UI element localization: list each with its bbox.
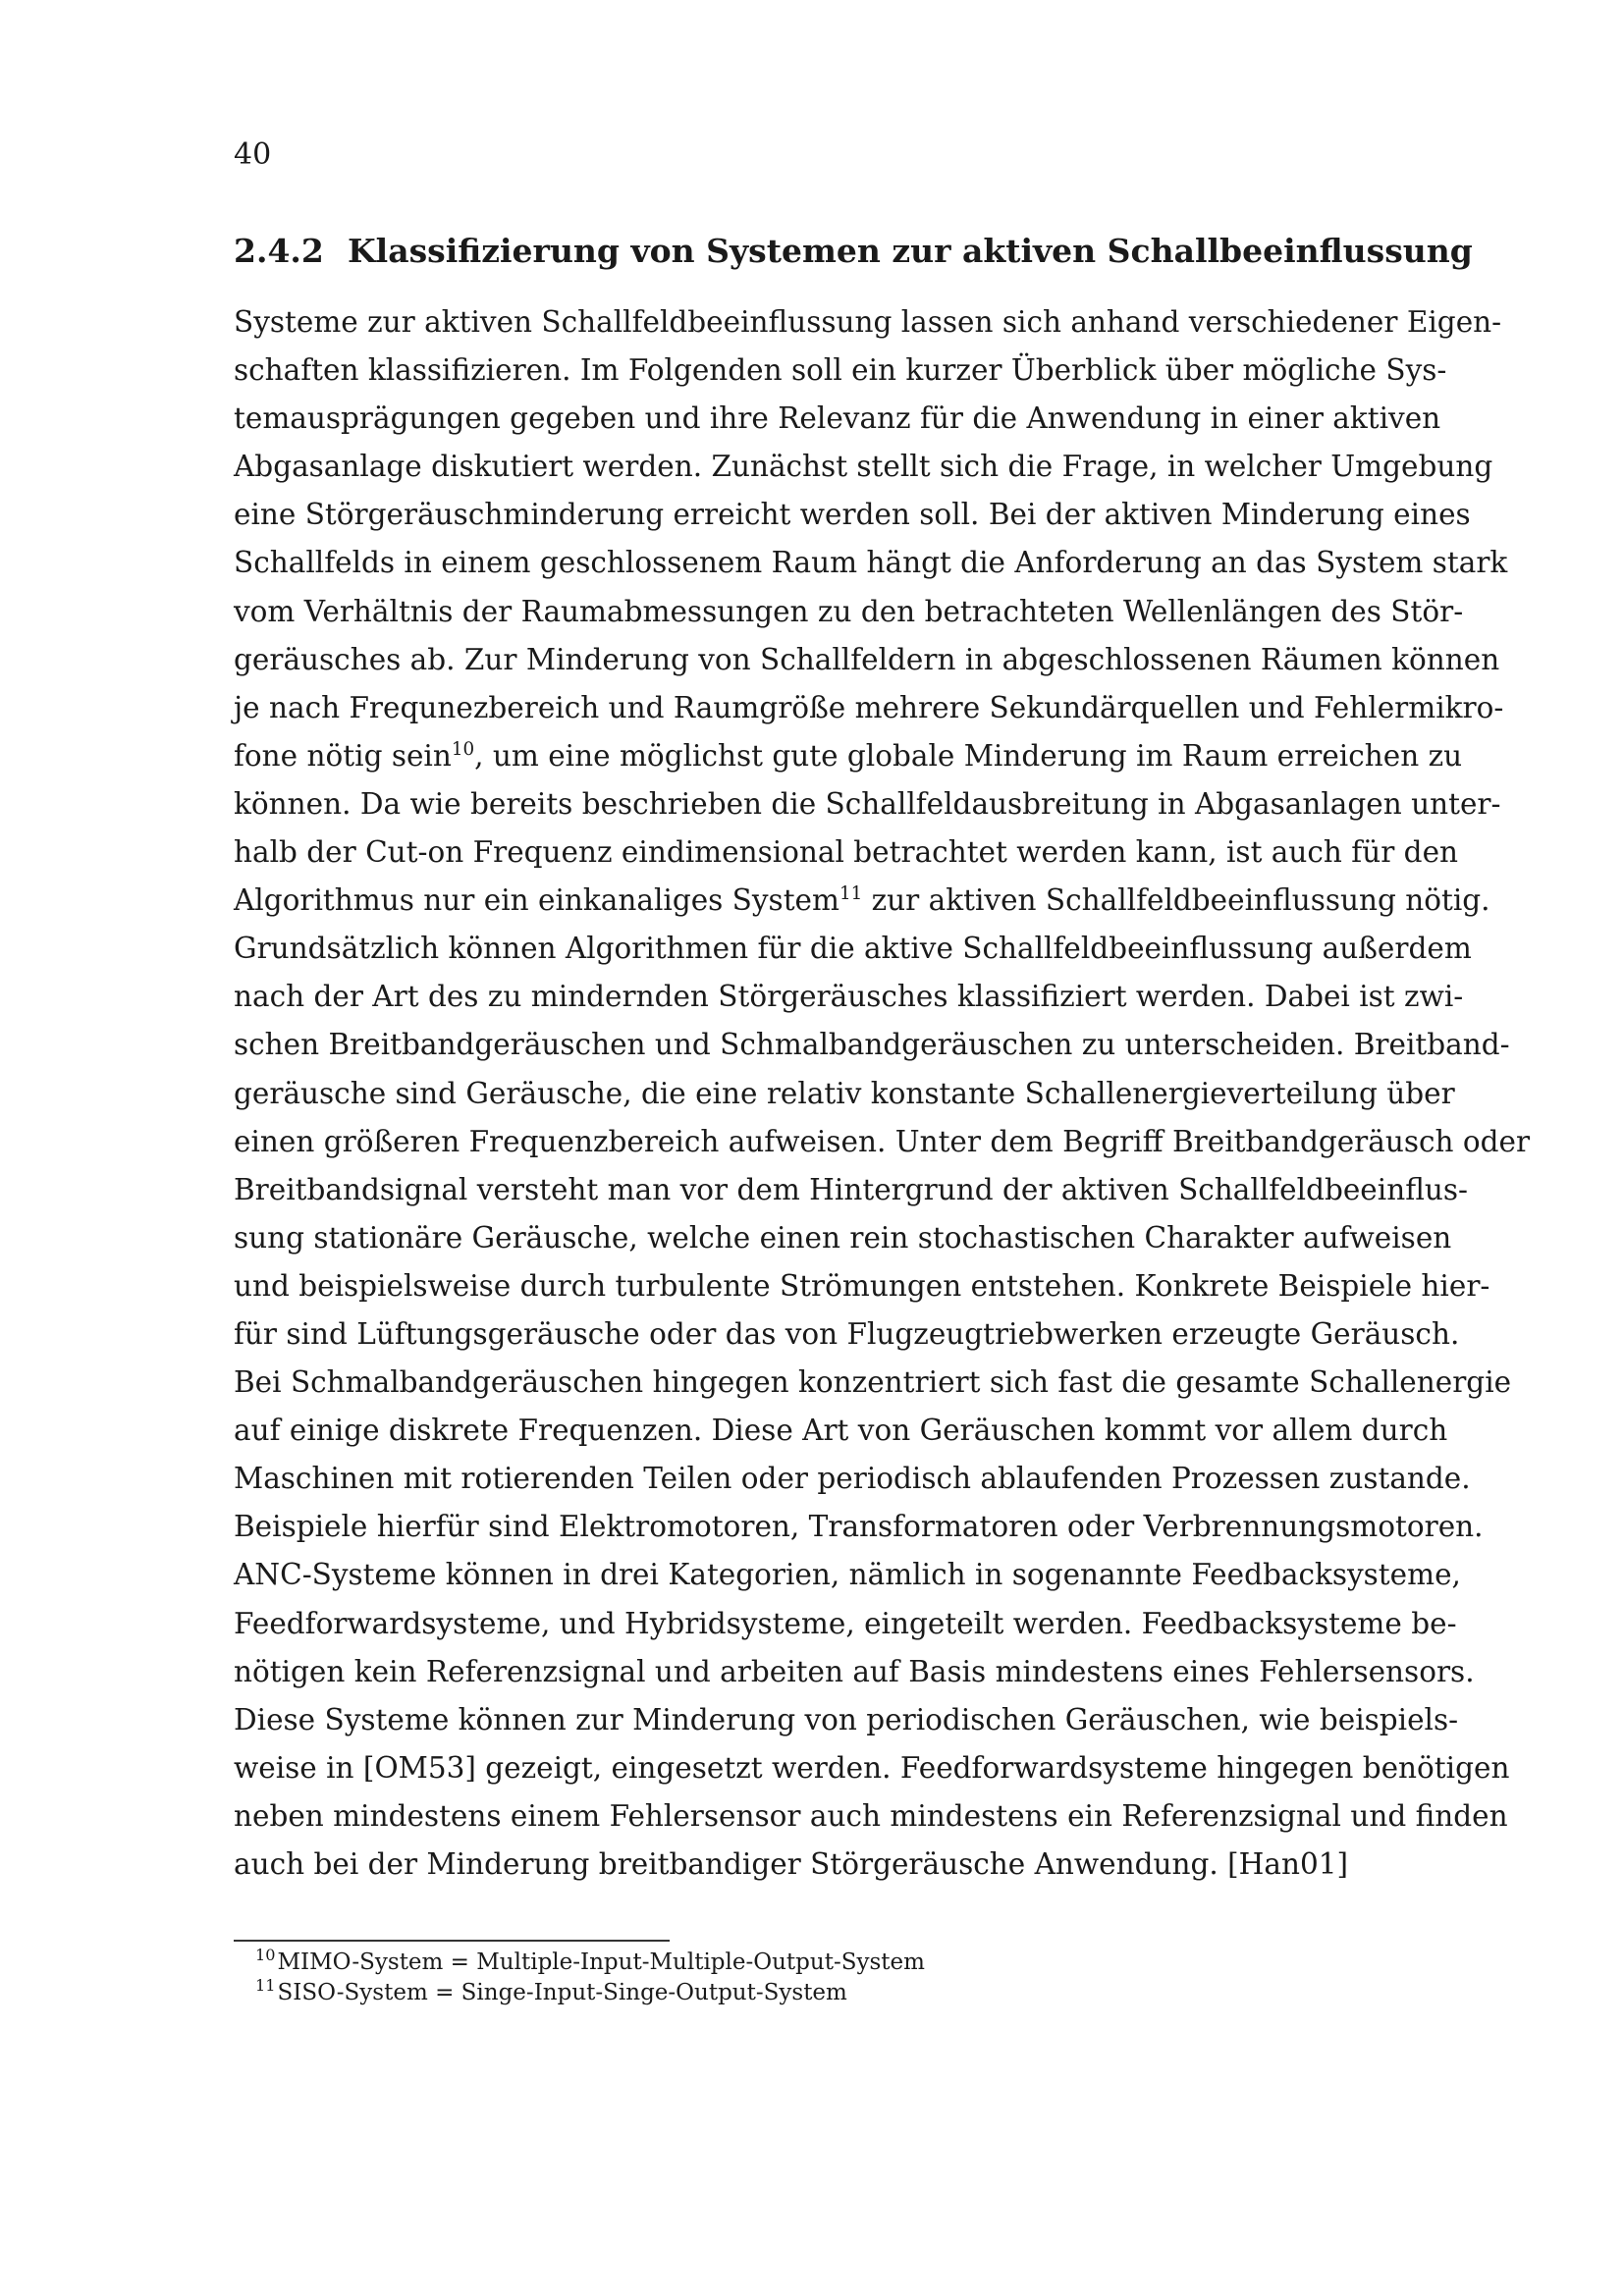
text-line: geräusche sind Geräusche, die eine relativ konstante Schallenergieverteilung über [234,1076,1455,1110]
text-line: Schallfelds in einem geschlossenem Raum hängt die Anforderung an das System stark [234,546,1508,580]
footnotes [234,1948,1326,2008]
text-line: vom Verhältnis der Raumabmessungen zu den betrachteten Wellenlängen des Stör- [234,594,1464,628]
text-line: je nach Frequnezbereich und Raumgröße mehrere Sekundärquellen und Fehlermikro- [234,690,1504,724]
text-line: Breitbandsignal versteht man vor dem Hintergrund der aktiven Schallfeldbeeinflus- [234,1172,1468,1206]
text-line: temausprägungen gegeben und ihre Relevanz für die Anwendung in einer aktiven [234,401,1441,436]
text-line: geräusches ab. Zur Minderung von Schallfeldern in abgeschlossenen Räumen können [234,642,1500,676]
text-line: Beispiele hierfür sind Elektromotoren, Transformatoren oder Verbrennungsmotoren. [234,1510,1484,1544]
text-line: sung stationäre Geräusche, welche einen rein stochastischen Charakter aufweisen [234,1220,1452,1255]
text-line: auch bei der Minderung breitbandiger Störgeräusche Anwendung. [Han01] [234,1847,1349,1881]
footnote-10 [234,1948,1326,1978]
footnote-mark: 11 [255,1976,276,1996]
text-line: halb der Cut-on Frequenz eindimensional betrachtet werden kann, ist auch für den [234,835,1459,870]
text-line: Feedforwardsysteme, und Hybridsysteme, eingeteilt werden. Feedbacksysteme be- [234,1606,1457,1640]
text-line-with-footnote-ref [234,877,1490,925]
text-line: schen Breitbandgeräuschen und Schmalbandgeräuschen zu unterscheiden. Breitband- [234,1028,1510,1062]
footnote-text: MIMO-System = Multiple-Input-Multiple-Output-System [277,1949,925,1975]
text-line: einen größeren Frequenzbereich aufweisen. Unter dem Begriff Breitbandgeräusch oder [234,1124,1531,1158]
line-text: , um eine möglichst gute globale Minderung im Raum erreichen zu [474,738,1463,773]
text-line: Maschinen mit rotierenden Teilen oder periodisch ablaufenden Prozessen zustande. [234,1462,1471,1496]
footnote-divider [234,1940,670,1942]
section-heading [234,228,1473,275]
line-text: zur aktiven Schallfeldbeeinflussung nötig. [862,883,1490,918]
body-paragraph [234,298,1531,1889]
footnote-ref-10[interactable]: 10 [451,738,475,760]
text-line: Bei Schmalbandgeräuschen hingegen konzentriert sich fast die gesamte Schallenergie [234,1365,1512,1400]
text-line: weise in [OM53] gezeigt, eingesetzt werden. Feedforwardsysteme hingegen benötigen [234,1750,1510,1785]
footnote-mark: 10 [255,1946,276,1965]
text-line: schaften klassifizieren. Im Folgenden soll ein kurzer Überblick über mögliche Sys- [234,353,1447,388]
line-text: fone nötig sein [234,738,452,773]
text-line: Diese Systeme können zur Minderung von periodischen Geräuschen, wie beispiels- [234,1702,1459,1736]
text-line: neben mindestens einem Fehlersensor auch mindestens ein Referenzsignal und finden [234,1798,1508,1833]
text-line-with-footnote-ref [234,732,1463,780]
text-line: und beispielsweise durch turbulente Strömungen entstehen. Konkrete Beispiele hier- [234,1268,1490,1303]
page-number: 40 [234,137,272,172]
footnote-text: SISO-System = Singe-Input-Singe-Output-System [277,1980,847,2005]
text-line: Systeme zur aktiven Schallfeldbeeinflussung lassen sich anhand verschiedener Eigen- [234,305,1502,339]
text-line: nach der Art des zu mindernden Störgeräusches klassifiziert werden. Dabei ist zwi- [234,980,1464,1014]
footnote-ref-11[interactable]: 11 [839,883,863,905]
section-title: Klassifizierung von Systemen zur aktiven Schallbeeinflussung [348,232,1473,270]
text-line: nötigen kein Referenzsignal und arbeiten auf Basis mindestens eines Fehlersensors. [234,1654,1475,1688]
text-line: Abgasanlage diskutiert werden. Zunächst stellt sich die Frage, in welcher Umgebung [234,450,1493,484]
text-line: für sind Lüftungsgeräusche oder das von Flugzeugtriebwerken erzeugte Geräusch. [234,1316,1460,1351]
line-text: Algorithmus nur ein einkanaliges System [234,883,839,918]
text-line: ANC-Systeme können in drei Kategorien, nämlich in sogenannte Feedbacksysteme, [234,1558,1461,1592]
section-number: 2.4.2 [234,232,324,270]
text-line: Grundsätzlich können Algorithmen für die aktive Schallfeldbeeinflussung außerdem [234,932,1472,966]
text-line: können. Da wie bereits beschrieben die Schallfeldausbreitung in Abgasanlagen unter- [234,786,1501,821]
footnote-11 [234,1978,1326,2008]
text-line: auf einige diskrete Frequenzen. Diese Art von Geräuschen kommt vor allem durch [234,1414,1448,1448]
text-line: eine Störgeräuschminderung erreicht werden soll. Bei der aktiven Minderung eines [234,498,1471,532]
